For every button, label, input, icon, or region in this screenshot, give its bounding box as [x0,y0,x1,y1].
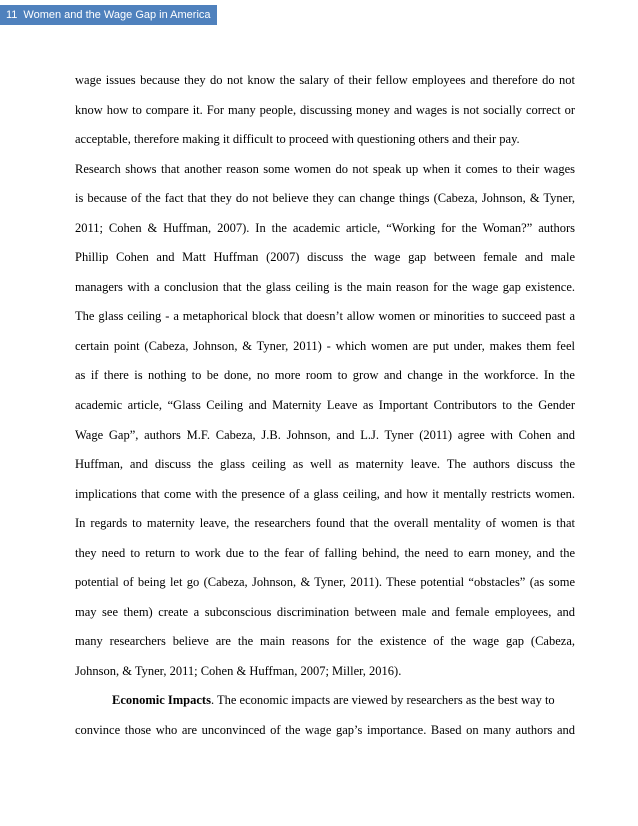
text-line: Huffman, and discuss the glass ceiling as well as maternity leave. The authors discuss the [75,457,575,472]
text-line: is because of the fact that they do not believe they can change things (Cabeza, Johnson, & Tyner, [75,191,575,206]
section-paragraph-start [75,686,575,716]
text-line: certain point (Cabeza, Johnson, & Tyner, 2011) - which women are put under, makes them feel [75,338,575,353]
text-line: 2011; Cohen & Huffman, 2007). In the academic article, “Working for the Woman?” authors [75,220,575,235]
text-line: implications that come with the presence of a glass ceiling, and how it mentally restricts women. [75,486,575,501]
document-body [75,66,575,746]
text-line: convince those who are unconvinced of the wage gap’s importance. Based on many authors and [75,723,575,738]
text-line: Research shows that another reason some women do not speak up when it comes to their wages [75,161,575,176]
text-line: Wage Gap”, authors M.F. Cabeza, J.B. Johnson, and L.J. Tyner (2011) agree with Cohen and [75,427,575,442]
text-line: In regards to maternity leave, the researchers found that the overall mentality of women is that [75,516,575,531]
section-text: . The economic impacts are viewed by researchers as the best way to [210,693,555,708]
text-line: wage issues because they do not know the salary of their fellow employees and therefore do not [75,73,575,87]
text-line: acceptable, therefore making it difficult to proceed with questioning others and their pay. [75,132,520,147]
text-line: Phillip Cohen and Matt Huffman (2007) discuss the wage gap between female and male [75,250,575,265]
text-line: they need to return to work due to the fear of falling behind, the need to earn money, and the [75,545,575,560]
text-line: may see them) create a subconscious discrimination between male and female employees, and [75,604,575,619]
text-line: academic article, “Glass Ceiling and Maternity Leave as Important Contributors to the Gender [75,398,575,413]
text-line: Johnson, & Tyner, 2011; Cohen & Huffman, 2007; Miller, 2016). [75,663,402,678]
section-heading: Economic Impacts [112,693,211,708]
text-line: know how to compare it. For many people, discussing money and wages is not socially correct or [75,102,575,117]
text-line: managers with a conclusion that the glass ceiling is the main reason for the wage gap existence. [75,279,575,294]
page-number: 11 [6,9,18,21]
running-header [0,5,217,25]
running-title: Women and the Wage Gap in America [23,9,211,21]
text-line: as if there is nothing to be done, no more room to grow and change in the workforce. In the [75,368,575,383]
text-line: many researchers believe are the main reasons for the existence of the wage gap (Cabeza, [75,634,575,649]
text-line: potential of being let go (Cabeza, Johnson, & Tyner, 2011). These potential “obstacles” (as some [75,575,575,590]
text-line: The glass ceiling - a metaphorical block that doesn’t allow women or minorities to succeed past a [75,309,575,324]
